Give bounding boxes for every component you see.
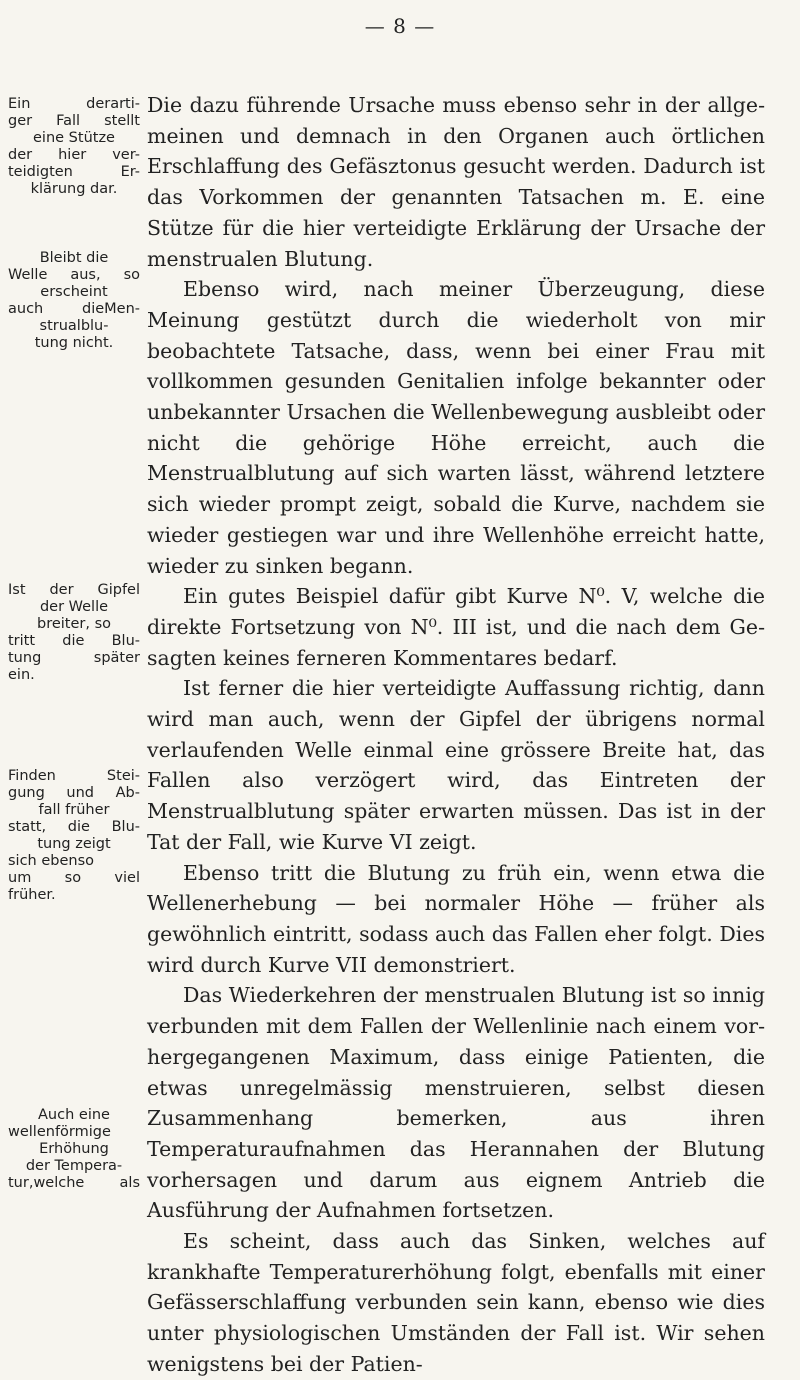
paragraph-1: Die dazu führende Ursache muss ebenso sehr in der allgemeinen und demnach in den Organen auch örtlichen Erschlaffung des Gefäsztonus gesucht werden. Dadurch ist das Vorkommen der genannten Tatsachen m. E. eine Stütze für die hier verteidigte Erklärung der Ursache der menstrualen Blutung. xyxy=(147,93,765,271)
margin-note-line: tur,welche als xyxy=(8,1175,140,1191)
margin-note-line: auch dieMen- xyxy=(8,301,140,317)
body-text xyxy=(147,90,765,1380)
paragraph-4: Ist ferner die hier verteidigte Auffassung richtig, dann wird man auch, wenn der Gipfel der übrigens normal verlaufenden Welle einmal eine grössere Breite hat, das Fallen also verzögert wird, das Eintreten der Menstrualblutung später erwarten müssen. Das ist in der Tat der Fall, wie Kurve VI zeigt. xyxy=(147,676,765,854)
paragraph-3: Ein gutes Beispiel dafür gibt Kurve N⁰. V, welche die direkte Fortsetzung von N⁰. III ist, und die nach dem Gesagten keines ferneren Kommentares bedarf. xyxy=(147,584,765,670)
paragraph-2: Ebenso wird, nach meiner Überzeugung, diese Meinung gestützt durch die wiederholt von mir beobachtete Tatsache, dass, wenn bei einer Frau mit vollkommen gesunden Genitalien infolge bekannter oder unbekannter Ursachen die Wellenbewegung ausbleibt oder nicht die gehörige Höhe erreicht, auch die Menstrualblutung auf sich warten lässt, während letztere sich wieder prompt zeigt, sobald die Kurve, nachdem sie wieder gestiegen war und ihre Wellenhöhe erreicht hatte, wieder zu sinken begann. xyxy=(147,277,765,578)
margin-note-line: fall früher xyxy=(38,802,110,818)
margin-note-line: tung später xyxy=(8,650,140,666)
margin-note-line: tritt die Blu- xyxy=(8,633,140,649)
margin-note-line: gung und Ab- xyxy=(8,785,140,801)
paragraph-7: Es scheint, dass auch das Sinken, welches auf krankhafte Temperaturerhöhung folgt, ebenfalls mit einer Gefässerschlaffung verbunden sein kann, ebenso wie dies unter physiologischen Umständen der Fall ist. Wir sehen wenigstens bei der Patien- xyxy=(147,1229,765,1376)
margin-note-line: erscheint xyxy=(40,284,108,300)
margin-note-line: statt, die Blu- xyxy=(8,819,140,835)
margin-note-line: sich ebenso xyxy=(8,853,95,869)
margin-note-line: tung zeigt xyxy=(37,836,111,852)
margin-note-line: breiter, so xyxy=(36,616,111,632)
margin-note-line: Ist der Gipfel xyxy=(8,582,140,598)
margin-note-1 xyxy=(8,96,140,198)
margin-note-line: Erhöhung xyxy=(39,1141,109,1157)
margin-note-5 xyxy=(8,1107,140,1192)
margin-note-line: um so viel xyxy=(8,870,140,886)
page-number: — 8 — xyxy=(364,14,436,38)
margin-note-line: tung nicht. xyxy=(34,335,114,351)
margin-note-line: Finden Stei- xyxy=(8,768,140,784)
margin-note-line: Welle aus, so xyxy=(8,267,140,283)
margin-note-line: strualblu- xyxy=(39,318,109,334)
margin-note-line: Ein derarti- xyxy=(8,96,140,112)
margin-note-2 xyxy=(8,250,140,352)
margin-note-line: wellenförmige xyxy=(8,1124,111,1140)
margin-note-line: früher. xyxy=(8,887,56,903)
paragraph-6: Das Wiederkehren der menstrualen Blutung ist so innig verbunden mit dem Fallen der Wellenlinie nach einem vorhergegangenen Maximum, dass einige Patienten, die etwas unregelmässig menstruieren, selbst diesen Zusammenhang bemerken, aus ihren Temperaturaufnahmen das Herannahen der Blutung vorhersagen und darum aus eignem Antrieb die Ausführung der Aufnahmen fortsetzen. xyxy=(147,983,765,1223)
margin-note-4 xyxy=(8,768,140,904)
margin-note-line: klärung dar. xyxy=(30,181,118,197)
margin-note-line: Auch eine xyxy=(38,1107,110,1123)
margin-note-line: der Tempera- xyxy=(25,1158,123,1174)
margin-note-3 xyxy=(8,582,140,684)
margin-note-line: der Welle xyxy=(39,599,109,615)
margin-note-line: teidigten Er- xyxy=(8,164,140,180)
margin-note-line: eine Stütze xyxy=(33,130,115,146)
margin-note-line: ger Fall stellt xyxy=(8,113,140,129)
margin-note-line: ein. xyxy=(8,667,35,683)
margin-note-line: Bleibt die xyxy=(39,250,109,266)
margin-note-line: der hier ver- xyxy=(8,147,140,163)
paragraph-5: Ebenso tritt die Blutung zu früh ein, wenn etwa die Wellenerhebung — bei normaler Höhe — früher als gewöhnlich eintritt, sodass auch das Fallen eher folgt. Dies wird durch Kurve VII demonstriert. xyxy=(147,860,765,977)
